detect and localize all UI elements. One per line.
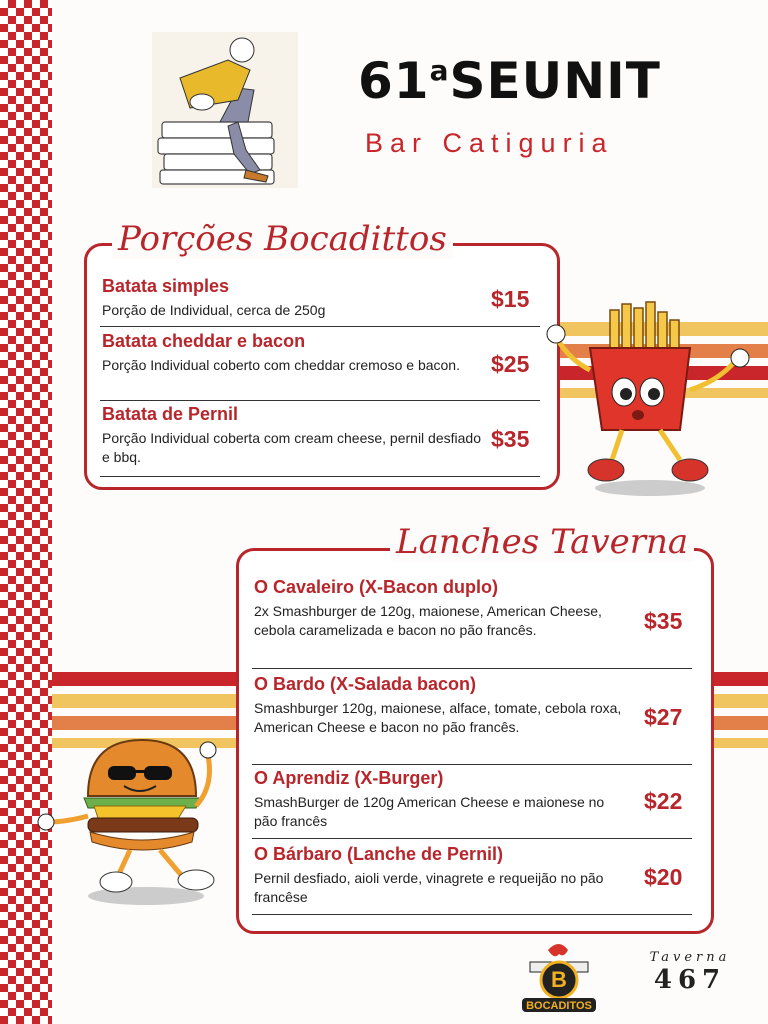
divider	[252, 764, 692, 765]
item-desc: Pernil desfiado, aioli verde, vinagrete e requeijão no pão francêse	[254, 870, 604, 905]
bocaditos-logo-text: BOCADITOS	[526, 1000, 592, 1012]
porcoes-heading: Porções Bocadittos	[112, 219, 453, 259]
menu-item	[102, 404, 482, 467]
item-price: $35	[644, 608, 683, 634]
item-name: Batata de Pernil	[102, 404, 239, 424]
stripes-lower-right	[710, 672, 768, 764]
item-price: $35	[491, 426, 530, 452]
menu-item	[254, 768, 624, 831]
page-subtitle: Bar Catiguria	[365, 128, 614, 158]
fries-mascot	[540, 300, 760, 500]
item-price: $22	[644, 788, 683, 814]
item-price: $20	[644, 864, 683, 890]
item-name: O Aprendiz (X-Burger)	[254, 768, 444, 788]
divider	[100, 400, 540, 401]
divider	[252, 668, 692, 669]
item-desc: Smashburger 120g, maionese, alface, tomate, cebola roxa, American Cheese e bacon no pão francês.	[254, 700, 622, 735]
svg-text:B: B	[551, 967, 567, 992]
item-price: $27	[644, 704, 683, 730]
menu-item	[254, 844, 624, 907]
divider	[252, 914, 692, 915]
divider	[100, 326, 540, 327]
menu-item	[102, 331, 482, 375]
item-price: $25	[491, 351, 530, 377]
item-desc: Porção Individual coberto com cheddar cremoso e bacon.	[102, 357, 460, 373]
divider	[252, 838, 692, 839]
item-price: $15	[491, 286, 530, 312]
menu-item	[102, 276, 482, 320]
divider	[100, 476, 540, 477]
item-desc: SmashBurger de 120g American Cheese e maionese no pão francês	[254, 794, 605, 829]
item-desc: Porção de Individual, cerca de 250g	[102, 302, 326, 318]
item-desc: Porção Individual coberta com cream cheese, pernil desfiado e bbq.	[102, 430, 481, 465]
item-name: O Bardo (X-Salada bacon)	[254, 674, 477, 694]
taverna-number: 467	[653, 965, 727, 995]
item-name: O Bárbaro (Lanche de Pernil)	[254, 844, 504, 864]
taverna-word: Taverna	[649, 950, 731, 965]
item-name: Batata cheddar e bacon	[102, 331, 306, 351]
page-title: 61$^a$SEUNIT	[358, 52, 661, 110]
menu-item	[254, 577, 624, 640]
reader-illustration	[150, 30, 300, 190]
item-name: O Cavaleiro (X-Bacon duplo)	[254, 577, 499, 597]
burger-mascot	[36, 726, 232, 910]
taverna-logo	[640, 950, 740, 995]
item-desc: 2x Smashburger de 120g, maionese, American Cheese, cebola caramelizada e bacon no pão francês.	[254, 603, 602, 638]
menu-item	[254, 674, 624, 737]
bocaditos-logo	[518, 940, 600, 1020]
item-name: Batata simples	[102, 276, 230, 296]
lanches-heading: Lanches Taverna	[390, 522, 694, 562]
